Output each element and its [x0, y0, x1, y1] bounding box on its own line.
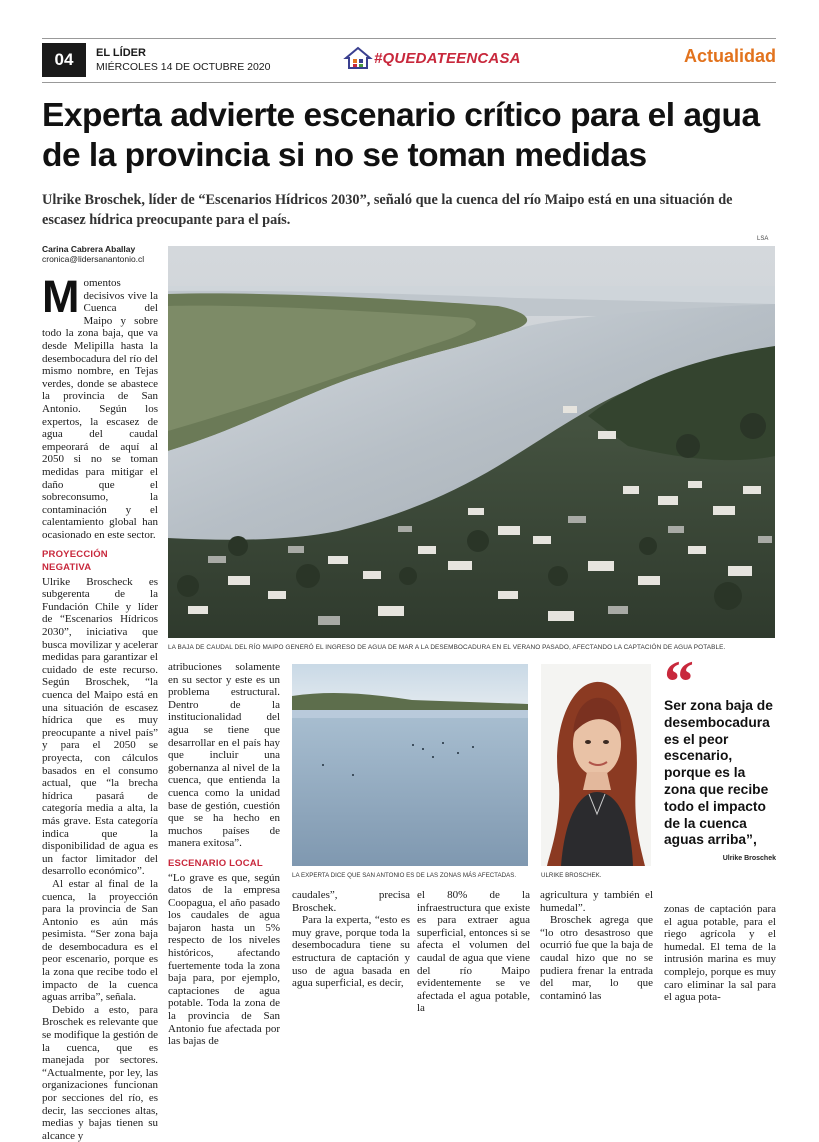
- page-number: 04: [42, 43, 86, 77]
- photo-credit: LSA: [757, 236, 769, 242]
- quote-mark-icon: “: [664, 649, 694, 715]
- article-column-3: [292, 889, 410, 999]
- campaign-banner: [345, 47, 521, 69]
- article-column-4: [417, 889, 530, 1015]
- paragraph: Al estar al final de la cuenca, la proyección para la provincia de San Antonio es aún más pesimista. “Ser zona baja de desembocadura es el peor escenario, porque es la zona que recibe todo el impacto de la cuenca aguas arriba”, señala.: [42, 877, 158, 1004]
- drop-cap: M: [42, 271, 80, 322]
- pull-quote: Ser zona baja de desembocadura es el peor escenario, porque es la zona que recibe todo el impacto de la cuenca aguas arriba”,: [664, 698, 773, 848]
- portrait-caption: ULRIKE BROSCHEK.: [541, 872, 602, 879]
- paragraph: Broschek agrega que “lo otro desastroso que ocurrió fue que la baja de caudal hizo que no se pudiera frenar la entrada del mar, lo que contaminó las: [540, 914, 653, 1002]
- pull-quote-author: Ulrike Broschek: [722, 855, 776, 862]
- headline: Experta advierte escenario crítico para el agua de la provincia si no se toman medidas: [42, 97, 760, 174]
- section-label: Actualidad: [683, 46, 776, 66]
- byline-email: cronica@lidersanantonio.cl: [42, 254, 145, 264]
- campaign-hashtag: #QUEDATEENCASA: [374, 49, 521, 67]
- issue-date: MIÉRCOLES 14 DE OCTUBRE 2020: [96, 61, 271, 73]
- house-icon: [345, 47, 371, 69]
- subheading-proyeccion: PROYECCIÓN NEGATIVA: [42, 549, 108, 574]
- paragraph: zonas de captación para el agua potable, para el riego agrícola y el humedal. El tema de la intrusión marina es muy complejo, porque es muy caro eliminar la sal para el agua pota-: [664, 903, 776, 1004]
- paper-name: EL LÍDER: [96, 47, 146, 59]
- article-column-5: [540, 889, 653, 1002]
- wetland-photo: [292, 664, 528, 866]
- paragraph: caudales”, precisa Broschek.: [292, 889, 410, 914]
- paragraph: Ulrike Broscheck es subgerenta de la Fundación Chile y líder de “Escenarios Hídricos 2030”, iniciativa que busca movilizar y acelerar medidas para garantizar el cuidado de este recurso. Según Broschek, “la cuenca del Maipo está en una situación de escasez hídrica que es muy preocupante a nivel país” y para el 2050 se proyecta, con cálculos basados en el consumo actual, que “la brecha hídrica pasará de categoría media a alta, la más grave. Esta categoría indica que la disponibilidad de agua es un factor limitador del desarrollo económico”.: [42, 575, 158, 878]
- article-column-2: [168, 661, 280, 1048]
- header-bottom-rule: [42, 82, 776, 83]
- subheading-escenario: ESCENARIO LOCAL: [168, 857, 263, 869]
- paragraph: Debido a esto, para Broschek es relevante que se modifique la gestión de la cuenca, que es manejada por sectores. “Actualmente, por ley, las organizaciones funcionan por secciones del río, es decir, las secciones altas, medias y bajas tienen su alcance y: [42, 1003, 158, 1142]
- paragraph: el 80% de la infraestructura que existe es para extraer agua superficial, entonces si se afecta el volumen del caudal de agua que viene del río Maipo evidentemente se ve afectada el agua potable, la: [417, 889, 530, 1015]
- paragraph: “Lo grave es que, según datos de la empresa Coopagua, el año pasado los caudales de agua bajaron hasta un 5% respecto de los niveles históricos, afectando fuertemente toda la zona baja para, por ejemplo, captaciones de agua potable. Toda la zona de la provincia de San Antonio fue afectada por las bajas de: [168, 871, 280, 1048]
- article-column-6: [664, 903, 776, 1004]
- lead-paragraph: Momentos decisivos vive la Cuenca del Maipo y sobre todo la zona baja, que va desde Melipilla hasta la desembocadura del río del mismo nombre, en Tejas verdes, donde se abastece la provincia de San Antonio. Según los expertos, la escasez de agua del caudal empeorará de aquí al 2050 si no se toman medidas para mitigar el daño que el sobreconsumo, la contaminación y el calentamiento global han ocasionado en este sector.: [42, 271, 158, 541]
- header-top-rule: [42, 38, 776, 39]
- portrait-photo: [541, 664, 651, 866]
- deck: Ulrike Broschek, líder de “Escenarios Hídricos 2030”, señaló que la cuenca del río Maipo está en una situación de escasez hídrica preocupante para el país.: [42, 192, 733, 228]
- paragraph: atribuciones solamente en su sector y este es un problema estructural. Dentro de la institucionalidad del agua se tiene que desarrollar en el país hay que incluir una gobernanza al nivel de la cuenca, que entienda la cuenca como la unidad base de gestión, cuestión que se ha hecho en muchos países de manera exitosa”.: [168, 661, 280, 850]
- main-photo-caption: LA BAJA DE CAUDAL DEL RÍO MAIPO GENERÓ EL INGRESO DE AGUA DE MAR A LA DESEMBOCADURA EN EL VERANO PASADO, AFECTANDO LA CAPTACIÓN DE AGUA POTABLE.: [168, 644, 726, 651]
- article-column-1: [42, 271, 158, 1142]
- wetland-photo-caption: LA EXPERTA DICE QUE SAN ANTONIO ES DE LAS ZONAS MÁS AFECTADAS.: [292, 872, 517, 879]
- river-mouth-photo: [168, 246, 775, 638]
- byline-author: Carina Cabrera Aballay: [42, 244, 136, 254]
- paragraph: agricultura y también el humedal”.: [540, 889, 653, 914]
- paragraph: Para la experta, “esto es muy grave, porque toda la desembocadura tiene su estructura de captación y uso de agua basada en agua superficial, es decir,: [292, 914, 410, 990]
